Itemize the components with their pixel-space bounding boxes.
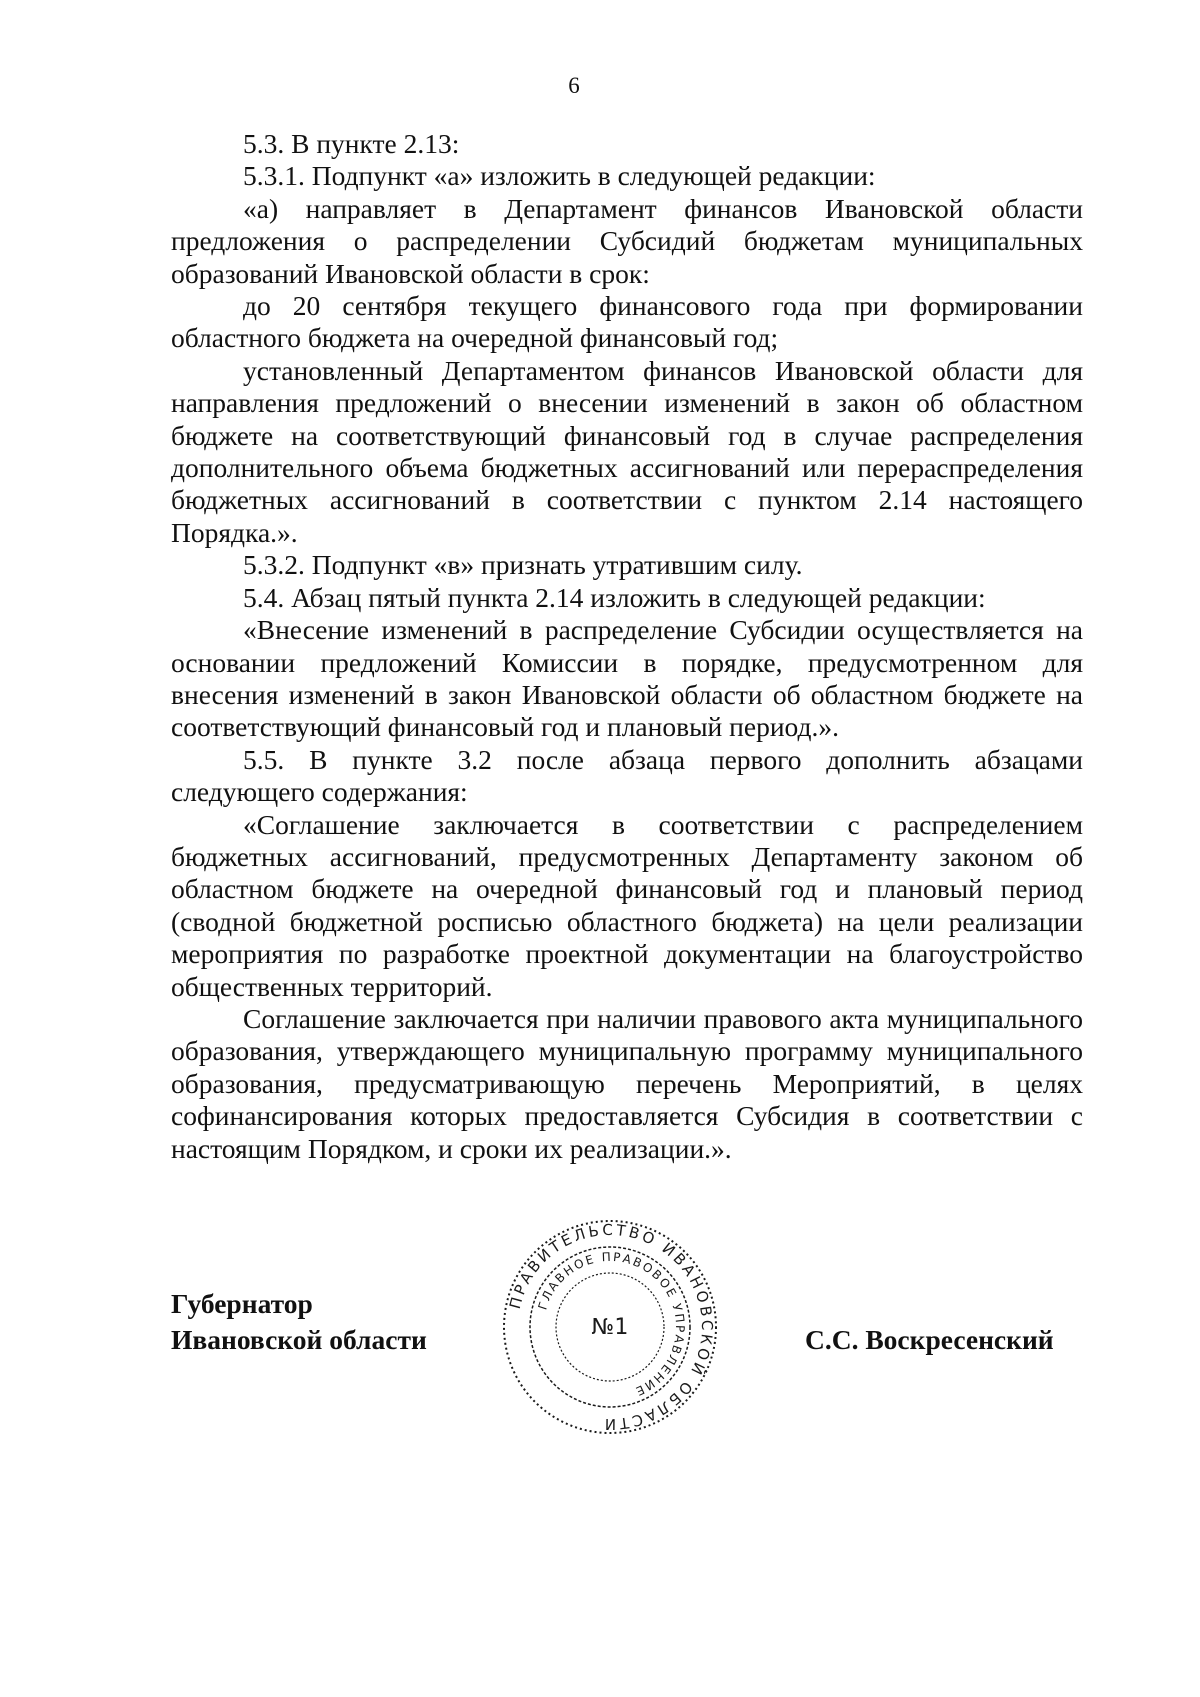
signatory-position-line1: Губернатор: [171, 1288, 313, 1319]
page-number: 6: [568, 73, 580, 98]
seal-center-number: №1: [591, 1315, 629, 1340]
signatory-position-line2: Ивановской области: [171, 1324, 427, 1355]
paragraph-agreement-1: «Соглашение заключается в соответствии с распределением бюджетных ассигнований, предусмотренных Департаменту законом об областном бюджете на очередной финансовый год и плановый период (сводной бюджетной росписью областного бюджета) на цели реализации мероприятия по разработке проектной документации на благоустройство общественных территорий.: [171, 808, 1083, 1002]
paragraph-5-3: 5.3. В пункте 2.13:: [243, 128, 460, 159]
paragraph-5-4: 5.4. Абзац пятый пункта 2.14 изложить в следующей редакции:: [243, 581, 986, 613]
paragraph-5-5: 5.5. В пункте 3.2 после абзаца первого дополнить абзацами следующего содержания:: [171, 743, 1083, 808]
paragraph-subsidy-changes: «Внесение изменений в распределение Субсидии осуществляется на основании предложений Комиссии в порядке, предусмотренном для внесения изменений в закон Ивановской области об областном бюджете на соответствующий финансовый год и плановый период.».: [171, 614, 1083, 743]
signatory-name: С.С. Воскресенский: [805, 1324, 1054, 1355]
signatory-position: [171, 1286, 427, 1358]
paragraph-deadline-established: установленный Департаментом финансов Ивановской области для направления предложений о внесении изменений в закон об областном бюджете на соответствующий финансовый год в случае распределения дополнительного объема бюджетных ассигнований или перераспределения бюджетных ассигнований в соответствии с пунктом 2.14 настоящего Порядка.».: [171, 354, 1083, 548]
seal-inner-text: ГЛАВНОЕ ПРАВОВОЕ УПРАВЛЕНИЕ: [535, 1249, 688, 1399]
document-body: [171, 128, 1083, 1165]
paragraph-deadline-sept: до 20 сентября текущего финансового года при формировании областного бюджета на очередной финансовый год;: [171, 290, 1083, 354]
paragraph-agreement-2: Соглашение заключается при наличии правового акта муниципального образования, утверждающего муниципальную программу муниципального образования, предусматривающую перечень Мероприятий, в целях софинансирования которых предоставляется Субсидия в соответствии с настоящим Порядком, и сроки их реализации.».: [171, 1002, 1083, 1164]
paragraph-5-3-1: 5.3.1. Подпункт «а» изложить в следующей редакции:: [243, 160, 876, 192]
paragraph-subitem-a: «а) направляет в Департамент финансов Ивановской области предложения о распределении Субсидий бюджетам муниципальных образований Ивановской области в срок:: [171, 192, 1083, 289]
official-seal: [500, 1217, 720, 1437]
paragraph-5-3-2: 5.3.2. Подпункт «в» признать утратившим силу.: [243, 549, 803, 581]
seal-graphic: [500, 1217, 720, 1437]
seal-outer-text: ПРАВИТЕЛЬСТВО ИВАНОВСКОЙ ОБЛАСТИ: [505, 1220, 717, 1434]
